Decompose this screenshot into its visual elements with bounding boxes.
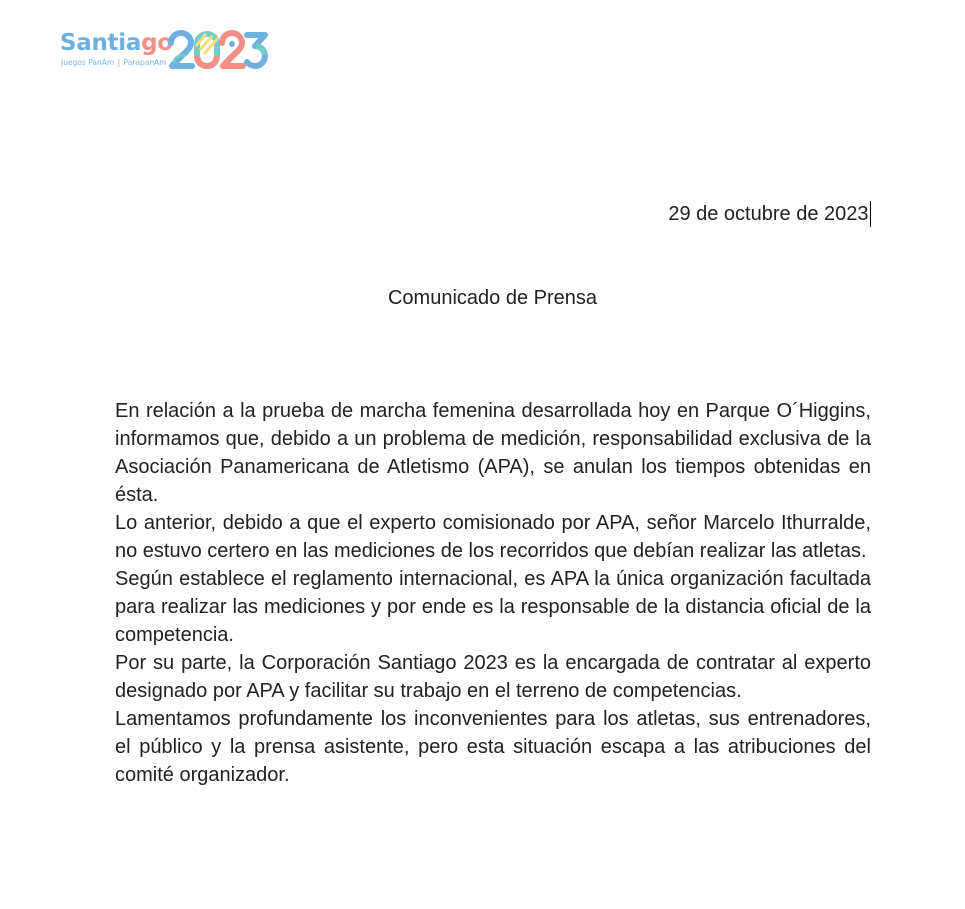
logo-subtitle-right: ParapanAm [123,58,167,67]
logo-wordmark [60,28,173,58]
document-body [115,397,871,789]
paragraph: Por su parte, la Corporación Santiago 2023 es la encargada de contratar al experto designado por APA y facilitar su trabajo en el terreno de competencias. [115,652,871,702]
document-date [668,201,871,227]
logo-year-2023-icon [168,30,268,70]
logo-digit-2b-dot [229,41,235,47]
paragraph: En relación a la prueba de marcha femenina desarrollada hoy en Parque O´Higgins, informamos que, debido a un problema de medición, responsabilidad exclusiva de la Asociación Panamericana de Atletismo (APA), se anulan los tiempos obtenidas en ésta. [115,400,871,506]
logo-subtitle-left: Juegos PanAm [61,58,115,67]
logo-word-part2: go [141,30,173,56]
logo-subtitle [61,58,167,67]
paragraph: Lamentamos profundamente los inconvenientes para los atletas, sus entrenadores, el público y la prensa asistente, pero esta situación escapa a las atribuciones del comité organizador. [115,708,871,786]
logo-word-part1: Santia [60,30,142,56]
santiago-2023-logo [60,28,270,74]
date-text: 29 de octubre de 2023 [668,203,869,225]
logo-subtitle-separator: | [117,58,121,67]
logo-digit-2b [222,33,243,66]
paragraph: Según establece el reglamento internacional, es APA la única organización facultada para realizar las mediciones y por ende es la responsable de la distancia oficial de la competencia. [115,568,871,646]
text-cursor [870,201,872,227]
logo-digit-0-accent [197,56,217,66]
paragraph: Lo anterior, debido a que el experto comisionado por APA, señor Marcelo Ithurralde, no estuvo certero en las mediciones de los recorridos que debían realizar las atletas. [115,512,871,562]
logo-digit-3-accent [256,46,265,55]
document-title: Comunicado de Prensa [387,287,597,309]
